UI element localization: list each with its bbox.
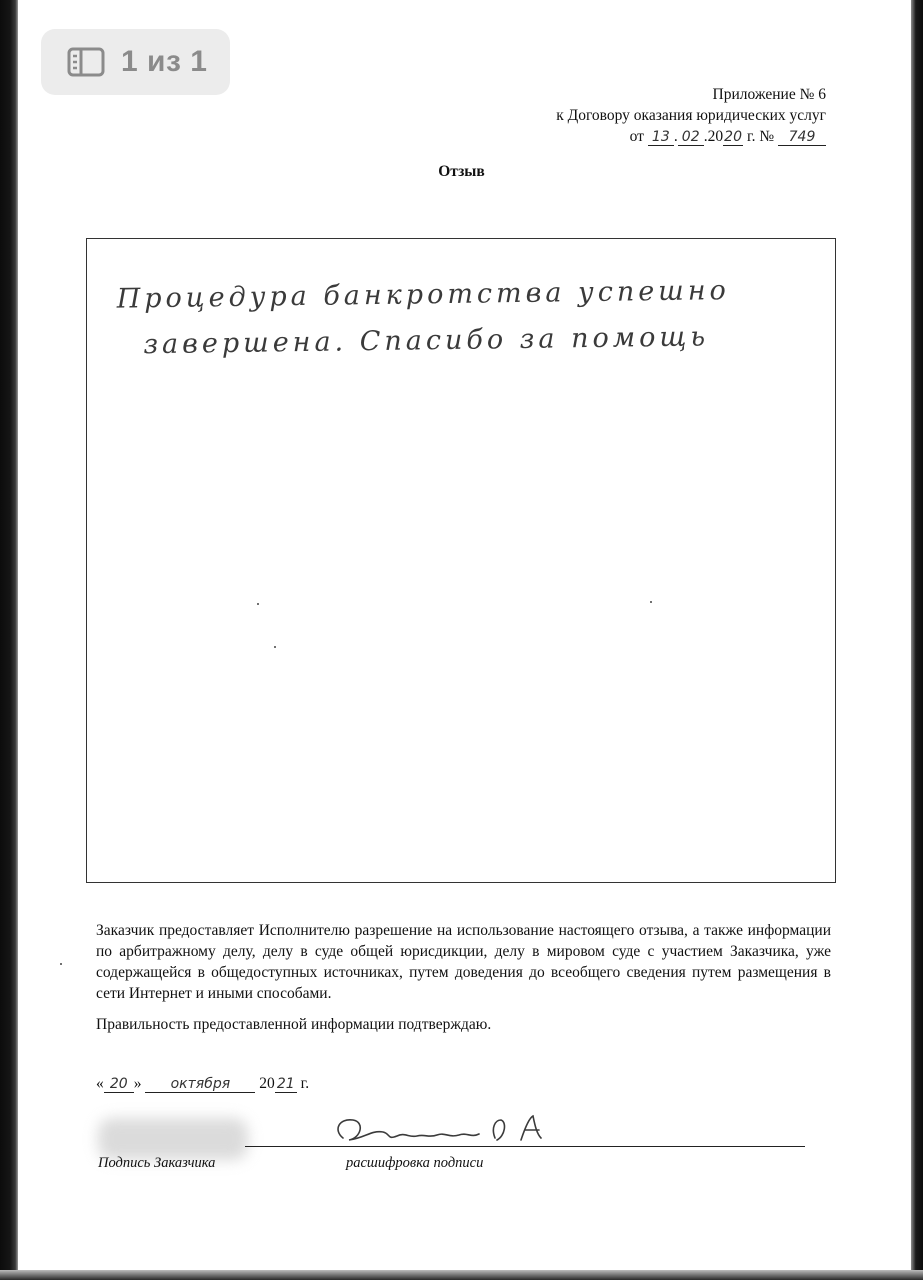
appendix-contract-reference: к Договору оказания юридических услуг <box>556 107 826 124</box>
signature-line <box>245 1146 805 1147</box>
date-dot: . <box>703 128 708 145</box>
page-counter[interactable] <box>41 29 230 95</box>
sidebar-panel-icon[interactable] <box>67 47 105 77</box>
year-mark: г. <box>300 1075 310 1092</box>
signing-year-prefix: 20 <box>259 1075 275 1092</box>
confirmation-statement: Правильность предоставленной информации подтверждаю. <box>96 1016 492 1033</box>
contract-month: 02 <box>678 129 704 146</box>
quote-open: « <box>96 1075 104 1092</box>
handwritten-signature <box>325 1108 555 1156</box>
consent-paragraph: Заказчик предоставляет Исполнителю разрешение на использование настоящего отзыва, а также информации по арбитражному делу, делу в суде общей юрисдикции, делу в мировом суде с участием Заказчика, уже содержащейся в общедоступных источниках, путем доведения до всеобщего сведения путем размещения в сети Интернет и иными способами. <box>96 922 831 1002</box>
signing-year-suffix: 21 <box>275 1076 297 1093</box>
signature-decoding-label: расшифровка подписи <box>346 1155 484 1171</box>
scan-speck <box>274 646 276 648</box>
scan-frame-bottom <box>0 1270 923 1280</box>
appendix-number: Приложение № 6 <box>712 86 826 103</box>
appendix-contract-date <box>406 126 826 147</box>
scan-frame-left <box>0 0 18 1280</box>
handwritten-review-line: завершена. Спасибо за помощь <box>143 321 710 361</box>
contract-day: 13 <box>648 129 674 146</box>
handwritten-review-line: Процедура банкротства успешно <box>116 275 731 315</box>
signing-day: 20 <box>104 1076 134 1093</box>
number-mark: № <box>759 128 775 145</box>
page-counter-label: 1 из 1 <box>121 45 208 78</box>
scan-frame-right <box>911 0 923 1280</box>
date-dot: . <box>673 128 678 145</box>
redacted-signature-area <box>98 1118 248 1160</box>
appendix-header <box>406 84 826 147</box>
handwritten-review <box>116 267 777 368</box>
scan-speck <box>257 603 259 605</box>
contract-year-prefix: 20 <box>707 128 724 145</box>
signing-month: октября <box>145 1076 255 1093</box>
signing-date <box>96 1075 309 1093</box>
scan-speck <box>650 601 652 603</box>
document-title: Отзыв <box>438 163 485 180</box>
quote-close: » <box>133 1075 142 1092</box>
date-prefix: от <box>629 128 644 145</box>
signature-label: Подпись Заказчика <box>98 1155 216 1171</box>
year-mark: г. <box>746 128 756 145</box>
scan-speck <box>60 963 62 965</box>
contract-number: 749 <box>778 129 826 146</box>
contract-year-suffix: 20 <box>724 129 742 145</box>
